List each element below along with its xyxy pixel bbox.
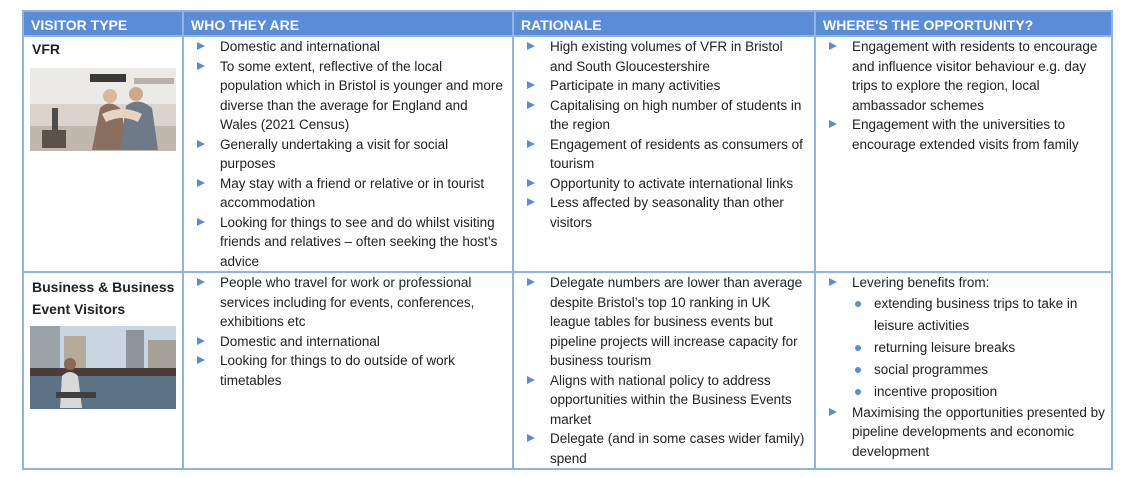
sub-list-item: social programmes	[816, 359, 1105, 381]
header-who-they-are: WHO THEY ARE	[183, 11, 513, 36]
table-row	[23, 272, 1112, 469]
list-item: Looking for things to see and do whilst visiting friends and relatives – often seeking the host’s advice	[184, 213, 506, 272]
header-visitor-type: VISITOR TYPE	[23, 11, 183, 36]
opportunity-list	[816, 37, 1111, 154]
rationale-cell	[513, 272, 815, 469]
visitor-type-cell	[23, 272, 183, 469]
list-item	[816, 273, 1105, 403]
header-rationale: RATIONALE	[513, 11, 815, 36]
sub-list-item: incentive proposition	[816, 381, 1105, 403]
rationale-cell	[513, 36, 815, 272]
list-item: May stay with a friend or relative or in tourist accommodation	[184, 174, 506, 213]
header-opportunity: WHERE'S THE OPPORTUNITY?	[815, 11, 1112, 36]
list-item: Capitalising on high number of students in the region	[514, 96, 808, 135]
list-item: Domestic and international	[184, 332, 506, 352]
who-list	[184, 37, 512, 271]
visitor-type-label: VFR	[32, 41, 60, 57]
list-item: Maximising the opportunities presented by pipeline developments and economic development	[816, 403, 1105, 462]
list-item: High existing volumes of VFR in Bristol and South Gloucestershire	[514, 37, 808, 76]
list-item: Engagement of residents as consumers of tourism	[514, 135, 808, 174]
list-item: Domestic and international	[184, 37, 506, 57]
who-they-are-cell	[183, 272, 513, 469]
list-item: Generally undertaking a visit for social purposes	[184, 135, 506, 174]
header-row	[23, 11, 1112, 36]
list-item: To some extent, reflective of the local population which in Bristol is younger and more diverse than the average for England and Wales (2021 Census)	[184, 57, 506, 135]
list-item: Looking for things to do outside of work timetables	[184, 351, 506, 390]
opportunity-cell	[815, 272, 1112, 469]
list-item: Less affected by seasonality than other visitors	[514, 193, 808, 232]
visitor-type-cell	[23, 36, 183, 272]
opportunity-cell	[815, 36, 1112, 272]
vfr-photo	[30, 68, 176, 151]
rationale-list	[514, 273, 814, 468]
list-item: Opportunity to activate international links	[514, 174, 808, 194]
visitor-type-label: Business & Business Event Visitors	[32, 279, 175, 317]
rationale-list	[514, 37, 814, 232]
opportunity-list	[816, 273, 1111, 461]
list-item: Participate in many activities	[514, 76, 808, 96]
business-photo	[30, 326, 176, 409]
list-item: Aligns with national policy to address opportunities within the Business Events market	[514, 371, 808, 430]
list-item: Engagement with the universities to encourage extended visits from family	[816, 115, 1105, 154]
table-row	[23, 36, 1112, 272]
sub-list	[816, 293, 1105, 403]
opportunity-lead: Levering benefits from:	[852, 275, 990, 290]
sub-list-item: returning leisure breaks	[816, 337, 1105, 359]
list-item: Delegate numbers are lower than average despite Bristol’s top 10 ranking in UK league tables for business events but pipeline projects will increase capacity for business tourism	[514, 273, 808, 371]
list-item: Engagement with residents to encourage and influence visitor behaviour e.g. day trips to explore the region, local ambassador schemes	[816, 37, 1105, 115]
sub-list-item: extending business trips to take in leisure activities	[816, 293, 1105, 337]
who-they-are-cell	[183, 36, 513, 272]
list-item: People who travel for work or professional services including for events, conferences, exhibitions etc	[184, 273, 506, 332]
list-item: Delegate (and in some cases wider family) spend	[514, 429, 808, 468]
visitor-type-table	[22, 10, 1113, 470]
who-list	[184, 273, 512, 390]
